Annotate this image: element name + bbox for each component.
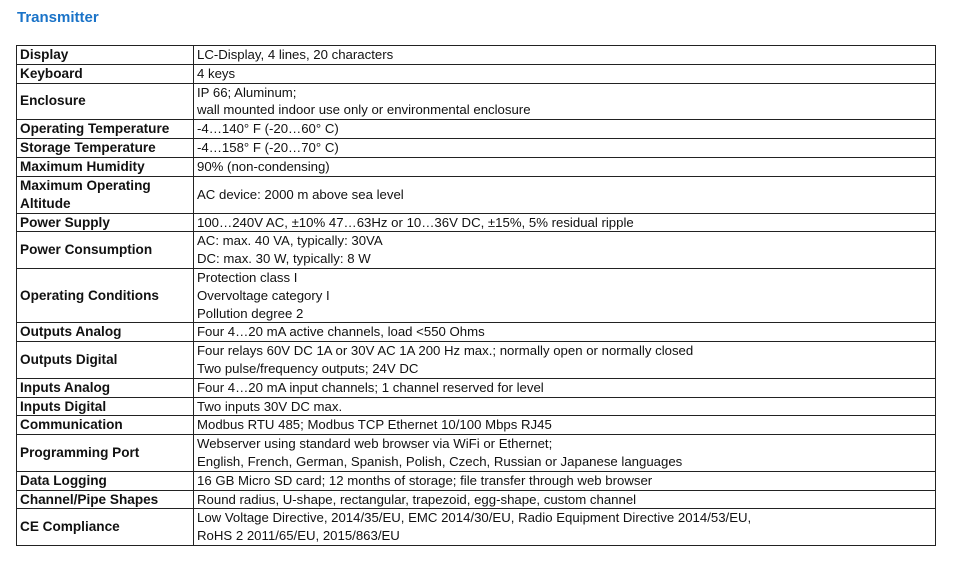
spec-value bbox=[194, 120, 936, 139]
spec-value-line: Pollution degree 2 bbox=[197, 305, 304, 321]
spec-value bbox=[194, 138, 936, 157]
spec-label: Programming Port bbox=[17, 435, 194, 472]
spec-label: Communication bbox=[17, 416, 194, 435]
spec-value-line: DC: max. 30 W, typically: 8 W bbox=[197, 251, 371, 267]
spec-value-line: Four relays 60V DC 1A or 30V AC 1A 200 Hz max.; normally open or normally closed bbox=[197, 343, 694, 359]
spec-row bbox=[17, 176, 936, 213]
spec-value-line: Webserver using standard web browser via WiFi or Ethernet; bbox=[197, 436, 553, 452]
spec-value-line: LC-Display, 4 lines, 20 characters bbox=[197, 47, 394, 62]
spec-label: Power Consumption bbox=[17, 232, 194, 269]
spec-value-line: Overvoltage category I bbox=[197, 287, 330, 303]
spec-label: Channel/Pipe Shapes bbox=[17, 490, 194, 509]
spec-label: Power Supply bbox=[17, 213, 194, 232]
spec-value-line: Protection class I bbox=[197, 269, 298, 285]
spec-row bbox=[17, 157, 936, 176]
spec-row bbox=[17, 46, 936, 65]
spec-value-line: English, French, German, Spanish, Polish, Czech, Russian or Japanese languages bbox=[197, 453, 683, 469]
spec-value-line: Four 4…20 mA input channels; 1 channel reserved for level bbox=[197, 379, 544, 395]
spec-row bbox=[17, 120, 936, 139]
spec-value bbox=[194, 471, 936, 490]
spec-value-line: Two pulse/frequency outputs; 24V DC bbox=[197, 360, 419, 376]
spec-value bbox=[194, 397, 936, 416]
spec-value bbox=[194, 46, 936, 65]
spec-value-line: 100…240V AC, ±10% 47…63Hz or 10…36V DC, ±15%, 5% residual ripple bbox=[197, 214, 634, 230]
spec-value-line: -4…158° F (-20…70° C) bbox=[197, 139, 339, 155]
spec-label: Maximum Operating Altitude bbox=[17, 176, 194, 213]
spec-value bbox=[194, 342, 936, 379]
spec-value-line: 90% (non-condensing) bbox=[197, 158, 330, 174]
spec-value bbox=[194, 213, 936, 232]
spec-label: Operating Conditions bbox=[17, 268, 194, 322]
spec-value-line: Four 4…20 mA active channels, load <550 Ohms bbox=[197, 324, 485, 340]
spec-value-line: Round radius, U-shape, rectangular, trapezoid, egg-shape, custom channel bbox=[197, 491, 637, 507]
spec-value bbox=[194, 268, 936, 322]
spec-value bbox=[194, 157, 936, 176]
spec-row bbox=[17, 435, 936, 472]
section-title: Transmitter bbox=[17, 9, 99, 26]
spec-value bbox=[194, 323, 936, 342]
spec-label: Data Logging bbox=[17, 471, 194, 490]
spec-value bbox=[194, 83, 936, 120]
spec-row bbox=[17, 471, 936, 490]
spec-value bbox=[194, 509, 936, 546]
spec-value-line: 16 GB Micro SD card; 12 months of storage; file transfer through web browser bbox=[197, 472, 653, 488]
spec-row bbox=[17, 213, 936, 232]
spec-value bbox=[194, 435, 936, 472]
spec-value bbox=[194, 64, 936, 83]
spec-row bbox=[17, 342, 936, 379]
spec-label: Storage Temperature bbox=[17, 138, 194, 157]
spec-value-line: Low Voltage Directive, 2014/35/EU, EMC 2014/30/EU, Radio Equipment Directive 2014/53/EU, bbox=[197, 510, 752, 526]
spec-value-line: AC device: 2000 m above sea level bbox=[197, 186, 404, 202]
spec-row bbox=[17, 138, 936, 157]
spec-value bbox=[194, 176, 936, 213]
spec-row bbox=[17, 416, 936, 435]
spec-row bbox=[17, 232, 936, 269]
spec-row bbox=[17, 378, 936, 397]
spec-table-body bbox=[17, 46, 936, 546]
spec-value bbox=[194, 232, 936, 269]
spec-value bbox=[194, 378, 936, 397]
spec-value-line: Two inputs 30V DC max. bbox=[197, 398, 343, 414]
spec-label: Display bbox=[17, 46, 194, 65]
spec-value-line: -4…140° F (-20…60° C) bbox=[197, 121, 339, 137]
spec-label: Outputs Analog bbox=[17, 323, 194, 342]
spec-value-line: IP 66; Aluminum; bbox=[197, 84, 297, 100]
spec-label: Inputs Digital bbox=[17, 397, 194, 416]
spec-row bbox=[17, 509, 936, 546]
spec-value bbox=[194, 416, 936, 435]
spec-label: Operating Temperature bbox=[17, 120, 194, 139]
spec-table bbox=[16, 45, 936, 546]
spec-value-line: Modbus RTU 485; Modbus TCP Ethernet 10/100 Mbps RJ45 bbox=[197, 417, 552, 433]
spec-label: Maximum Humidity bbox=[17, 157, 194, 176]
spec-label: Outputs Digital bbox=[17, 342, 194, 379]
spec-value-line: wall mounted indoor use only or environmental enclosure bbox=[197, 102, 531, 118]
spec-value-line: 4 keys bbox=[197, 65, 236, 81]
spec-label: Keyboard bbox=[17, 64, 194, 83]
spec-row bbox=[17, 323, 936, 342]
spec-row bbox=[17, 268, 936, 322]
spec-row bbox=[17, 490, 936, 509]
spec-value bbox=[194, 490, 936, 509]
spec-row bbox=[17, 64, 936, 83]
spec-label: Enclosure bbox=[17, 83, 194, 120]
spec-value-line: AC: max. 40 VA, typically: 30VA bbox=[197, 233, 383, 249]
spec-label: CE Compliance bbox=[17, 509, 194, 546]
spec-row bbox=[17, 83, 936, 120]
spec-row bbox=[17, 397, 936, 416]
spec-label: Inputs Analog bbox=[17, 378, 194, 397]
spec-value-line: RoHS 2 2011/65/EU, 2015/863/EU bbox=[197, 528, 400, 544]
